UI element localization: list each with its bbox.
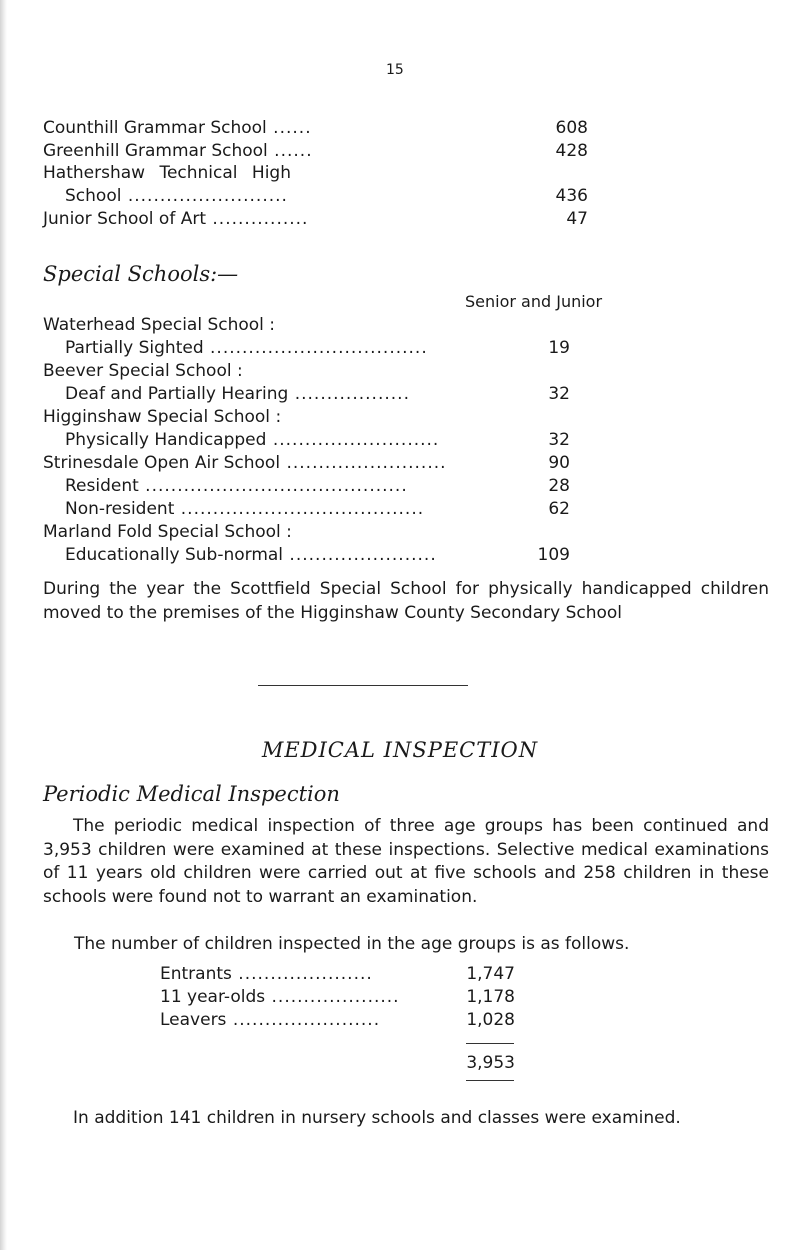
school-name: Marland Fold Special School : [43,522,292,542]
page-number: 15 [386,62,404,78]
list-value: 32 [548,430,570,450]
list-item: Resident ......................................... [65,476,408,496]
list-value: 62 [548,499,570,519]
special-schools-heading: Special Schools:— [43,262,239,286]
list-item: Greenhill Grammar School ...... [43,141,313,161]
nursery-paragraph: In addition 141 children in nursery schools and classes were examined. [73,1108,681,1128]
school-name: Higginshaw Special School : [43,407,282,427]
list-item: Partially Sighted .................................. [65,338,428,358]
sum-rule [466,1043,514,1044]
page-edge-shadow [0,0,7,1250]
list-item: School ......................... [65,186,288,206]
table-row: Leavers ....................... [160,1010,381,1030]
list-value: 19 [548,338,570,358]
total-value: 3,953 [466,1053,515,1073]
list-item: Deaf and Partially Hearing .................. [65,384,410,404]
list-value: 428 [555,141,588,161]
list-value: 32 [548,384,570,404]
list-item: Junior School of Art ............... [43,209,309,229]
school-name: Waterhead Special School : [43,315,276,335]
sum-rule [466,1080,514,1081]
school-name: Beever Special School : [43,361,243,381]
list-item: Physically Handicapped .......................... [65,430,440,450]
table-row: Entrants ..................... [160,964,373,984]
list-value: 109 [537,545,570,565]
list-item: Counthill Grammar School ...... [43,118,312,138]
section-divider [258,685,468,686]
periodic-paragraph: The periodic medical inspection of three age groups has been continued and 3,953 children were examined at these inspections. Selective medical examinations of 11 years old children were carried out at five schools and 258 children in these schools were found not to warrant an examination. [43,816,769,907]
list-item: Educationally Sub-normal ....................... [65,545,437,565]
table-cell: 1,178 [466,987,515,1007]
list-item: Strinesdale Open Air School ......................... [43,453,447,473]
list-value: 608 [555,118,588,138]
list-value: 90 [548,453,570,473]
scottfield-paragraph: During the year the Scottfield Special School for physically handicapped children moved to the premises of the Higginshaw County Secondary School [43,579,769,623]
list-value: 28 [548,476,570,496]
list-value: 436 [555,186,588,206]
subsection-title: Periodic Medical Inspection [43,782,340,806]
list-item: Non-resident ...................................... [65,499,425,519]
list-value: 47 [566,209,588,229]
list-item: Hathershaw Technical High [43,163,291,183]
section-title: MEDICAL INSPECTION [261,738,539,762]
table-row: 11 year-olds .................... [160,987,400,1007]
column-header: Senior and Junior [465,292,603,311]
table-cell: 1,747 [466,964,515,984]
table-cell: 1,028 [466,1010,515,1030]
age-groups-intro: The number of children inspected in the age groups is as follows. [74,934,630,954]
